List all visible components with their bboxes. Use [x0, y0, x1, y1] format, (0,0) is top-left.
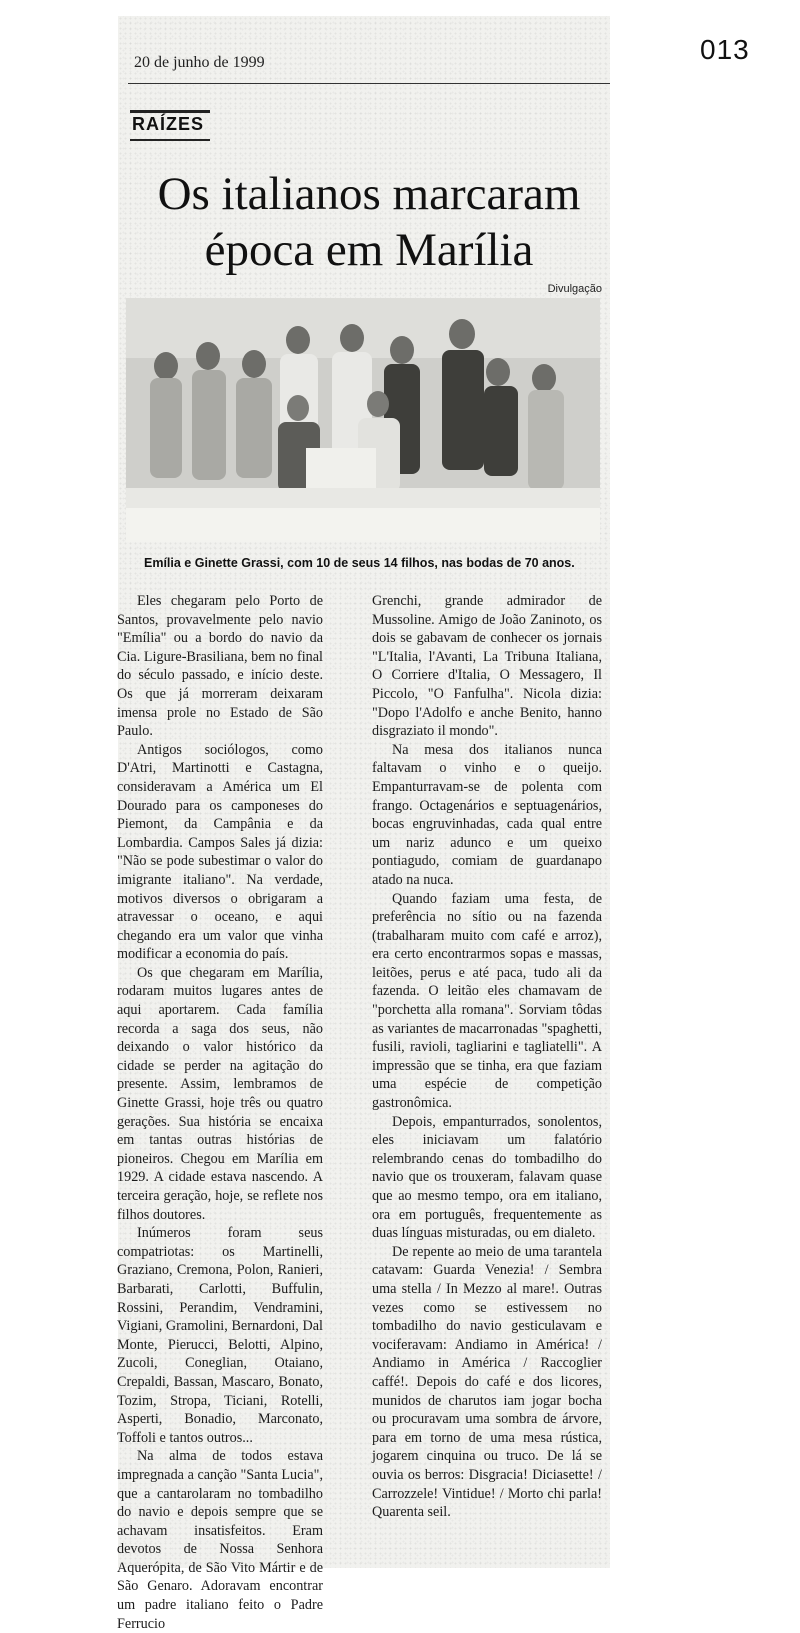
- section-rule-top: [130, 110, 210, 113]
- headline-line-1: Os italianos marcaram: [157, 168, 581, 220]
- article-column-right: [372, 592, 602, 1522]
- paragraph: Inúmeros foram seus compatriotas: os Martinelli, Graziano, Cremona, Polon, Ranieri, Barbarati, Carlotti, Buffulin, Rossini, Perandim, Vendramini, Vigiani, Gramolini, Bernardoni, Dal Monte, Pierucci, Belotti, Alpino, Zucoli, Coneglian, Otaiano, Crepaldi, Bassan, Mascaro, Bonato, Tozim, Stropa, Ticiani, Rotelli, Asperti, Bonadio, Marconato, Toffoli e tantos outros...: [117, 1225, 323, 1446]
- photo-credit: Divulgação: [547, 283, 602, 295]
- photo-caption: Emília e Ginette Grassi, com 10 de seus 14 filhos, nas bodas de 70 anos.: [144, 556, 575, 570]
- group-photo-illustration: [126, 298, 600, 542]
- section-rule-bottom: [130, 139, 210, 141]
- paragraph: De repente ao meio de uma tarantela catavam: Guarda Venezia! / Sembra uma stella / In Mezzo al mare!. Outras vezes como se estivessem no tombadilho do navio gesticulavam e vociferavam: Andiamo in América! / Andiamo in América / Raccoglier caffé!. Depois do café e dos licores, munidos de charutos iam jogar bocha ou procuravam uma sombra de árvore, para em torno de uma mesa rústica, jogarem cinquina ou truco. De lá se ouvia os berros: Disgracia! Diciasette! / Carrozzele! Vintidue! / Morto chi parla! Quarenta seil.: [372, 1243, 602, 1521]
- paragraph: Antigos sociólogos, como D'Atri, Martinotti e Castagna, consideravam a América um El Dourado para os camponeses do Piemont, da Campânia e da Lombardia. Campos Sales já dizia: "Não se pode subestimar o valor do imigrante italiano". Na verdade, motivos diversos o obrigaram a atravessar o oceano, e aqui chegando era um valor que vinha modificar a economia do país.: [117, 741, 323, 963]
- paragraph: Quando faziam uma festa, de preferência no sítio ou na fazenda (trabalharam muito com café e arroz), era certo encontrarmos sopas e massas, leitões, perus e até paca, tudo ali da fazenda. O leitão eles chamavam de "porchetta alla romana". Sorviam tôdas as variantes de macarronadas "spaghetti, fusili, ravioli, tagliarini e tagliatelli". A impressão que se tinha, era que faziam uma espécie de competição gastronômica.: [372, 890, 602, 1112]
- paragraph: Grenchi, grande admirador de Mussoline. Amigo de João Zaninoto, os dois se gabavam de conhecer os jornais "L'Italia, l'Avanti, La Tribuna Italiana, O Corriere d'Italia, O Messagero, Il Piccolo, "O Fanfulha". Nicola dizia: "Dopo l'Adolfo e anche Benito, hanno disgraziato il mondo".: [372, 593, 602, 740]
- header-rule: [128, 83, 610, 84]
- paragraph: Depois, empanturrados, sonolentos, eles iniciavam um falatório relembrando cenas do tombadilho do navio que os trouxeram, falavam quase que ao mesmo tempo, ora em italiano, ora em português, frequentemente as duas línguas misturadas, ou em dialeto.: [372, 1113, 602, 1242]
- group-photo: [126, 298, 600, 542]
- headline: [130, 166, 608, 278]
- headline-line-2: época em Marília: [204, 224, 534, 276]
- section-tag: RAÍZES: [132, 114, 205, 134]
- paragraph: Na alma de todos estava impregnada a canção "Santa Lucia", que a cantarolaram no tombadilho do navio e depois sempre que se achavam insatisfeitos. Eram devotos de Nossa Senhora Aquerópita, de São Vito Mártir e de São Genaro. Adoravam encontrar um padre italiano feito o Padre Ferrucio: [117, 1448, 323, 1632]
- article-column-left: [117, 592, 323, 1633]
- dateline: 20 de junho de 1999: [134, 54, 265, 71]
- paragraph: Eles chegaram pelo Porto de Santos, provavelmente pelo navio "Emília" ou a bordo do navio da Cia. Ligure-Brasiliana, bem no final do século passado, e início deste. Os que já morreram deixaram imensa prole no Estado de São Paulo.: [117, 593, 323, 740]
- paragraph: Os que chegaram em Marília, rodaram muitos lugares antes de aqui aportarem. Cada família recorda a saga dos seus, não deixando o valor histórico da cidade se perder na agitação do presente. Assim, lembramos de Ginette Grassi, hoje três ou quatro gerações. Sua história se encaixa em tantas outras histórias de pioneiros. Chegou em Marília em 1929. A cidade estava nascendo. A terceira geração, hoje, se reflete nos filhos doutores.: [117, 964, 323, 1223]
- paragraph: Na mesa dos italianos nunca faltavam o vinho e o queijo. Empanturravam-se de polenta com frango. Octagenários e septuagenários, bocas engruvinhadas, cada qual entre um nariz adunco e um queixo pontiagudo, comiam de guardanapo atado na nuca.: [372, 741, 602, 888]
- page-number: 013: [700, 34, 750, 65]
